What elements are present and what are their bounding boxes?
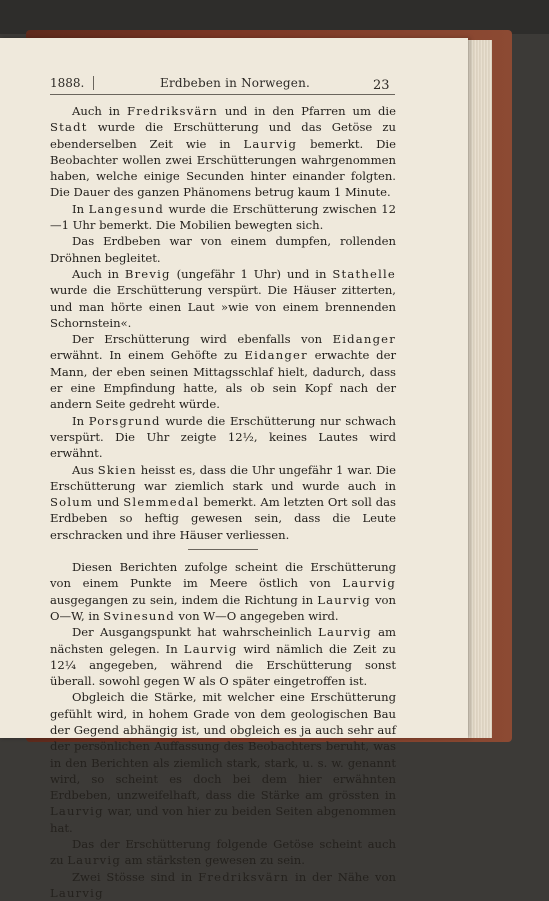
spaced-place-name: Laurvig	[183, 641, 238, 656]
paragraph	[50, 413, 396, 462]
page-number: 23	[373, 78, 390, 93]
spaced-place-name: Laurvig	[243, 136, 298, 151]
text-run: erwachte der Mann, der eben seinen Mittagsschlaf hielt, dadurch, dass er eine Empfindung hatte, als ob sein Kopf nach der andern Seite gedreht würde.	[50, 348, 396, 412]
spaced-place-name: Laurvig	[50, 885, 104, 900]
spaced-place-name: Langesund	[88, 201, 165, 216]
text-run: von O—W, in	[50, 592, 396, 623]
text-run: Aus	[72, 462, 98, 477]
paragraph	[50, 331, 396, 412]
text-run: heisst es, dass die Uhr ungefähr 1 war. Die Erschütterung war ziemlich stark und wurde auch in	[50, 462, 396, 493]
text-run: von W—O angegeben wird.	[174, 608, 339, 623]
text-run: Der Erschütterung wird ebenfalls von	[72, 332, 333, 347]
text-run: und in den Pfarren um die	[217, 104, 396, 118]
text-run: (ungefähr 1 Uhr) und in	[170, 266, 333, 281]
spaced-place-name: Porsgrund	[88, 413, 161, 428]
text-run: In	[72, 201, 89, 216]
spaced-place-name: Solum	[50, 495, 94, 510]
paragraph	[50, 689, 396, 836]
scan-background	[0, 0, 549, 34]
text-run: Auch in	[72, 104, 127, 118]
text-run: war, und von hier zu beiden Seiten abgenommen hat.	[50, 804, 396, 835]
page-body	[50, 103, 396, 901]
spaced-place-name: Laurvig	[318, 625, 372, 640]
text-run: In	[72, 413, 89, 428]
spaced-place-name: Laurvig	[317, 592, 371, 607]
spaced-place-name: Fredriksvärn	[198, 869, 290, 884]
text-run: Obgleich die Stärke, mit welcher eine Erschütterung gefühlt wird, in hohem Grade von dem geologischen Bau der Gegend abhängig ist, und obgleich es ja auch sehr auf der persönlichen Auffassung des Beobachters beruht, was in den Berichten als ziemlich stark, stark, u. s. w. genannt wird, so scheint es doch bei dem hier erwähnten Erdbeben, unzweifelhaft, dass die Stärke am grössten in	[50, 690, 396, 803]
header-year: 1888.	[50, 76, 85, 90]
spaced-place-name: Svinesund	[103, 608, 175, 623]
text-run: wird nämlich die Zeit zu 12¼ angegeben, während die Erschütterung sonst überall. sowohl gegen W als O später eingetroffen ist.	[50, 641, 396, 689]
paragraph	[50, 233, 396, 266]
text-run: wurde die Erschütterung verspürt. Die Häuser zitterten, und man hörte einen Laut »wie von einem brennenden Schornstein«.	[50, 283, 396, 330]
spaced-place-name: Slemmedal	[123, 495, 200, 510]
text-run: Das Erdbeben war von einem dumpfen, rollenden Dröhnen begleitet.	[50, 234, 396, 265]
text-run: am nächsten gelegen. In	[50, 625, 396, 656]
paragraph	[50, 624, 396, 689]
text-run: wurde die Erschütterung nur schwach verspürt. Die Uhr zeigte 12½, keines Lautes wird erwähnt.	[50, 413, 396, 461]
text-run: ausgegangen zu sein, indem die Richtung in	[50, 592, 318, 607]
text-run: bemerkt. Am letzten Ort soll das Erdbeben so heftig gewesen sein, dass die Leute erschracken und ihre Häuser verliessen.	[50, 495, 396, 542]
spaced-place-name: Stadt	[50, 120, 88, 135]
spaced-place-name: Eidanger	[332, 332, 396, 347]
text-run: wurde die Erschütterung zwischen 12—1 Uhr bemerkt. Die Mobilien bewegten sich.	[50, 201, 396, 233]
paragraph	[50, 266, 396, 331]
text-run: in der Nähe von	[289, 869, 397, 884]
header-separator	[93, 76, 94, 90]
paragraph	[50, 462, 396, 543]
text-run: am stärksten gewesen zu sein.	[120, 853, 305, 868]
text-run: Das der Erschütterung folgende Getöse scheint auch zu	[50, 837, 396, 868]
text-run: wurde die Erschütterung und das Getöse zu ebenderselben Zeit wie in	[50, 120, 396, 151]
paragraph	[50, 103, 396, 201]
header-rule	[50, 94, 395, 95]
section-rule	[188, 549, 258, 550]
spaced-place-name: Laurvig	[67, 853, 121, 868]
text-run: Zwei Stösse sind in	[72, 869, 199, 884]
spaced-place-name: Eidanger	[244, 348, 308, 363]
text-run: erwähnt. In einem Gehöfte zu	[50, 348, 245, 363]
paragraph	[50, 559, 396, 624]
text-run: und	[93, 495, 124, 510]
spaced-place-name: Brevig	[124, 266, 171, 281]
spaced-place-name: Laurvig	[50, 804, 104, 819]
spaced-place-name: Fredriksvärn	[126, 104, 218, 118]
paragraph	[50, 836, 396, 869]
spaced-place-name: Stathelle	[332, 266, 396, 281]
paragraph	[50, 201, 396, 234]
text-run: Auch in	[72, 266, 125, 281]
header-title: Erdbeben in Norwegen.	[160, 76, 311, 90]
text-run: bemerkt. Die Beobachter wollen zwei Erschütterungen wahrgenommen haben, welche einige Secunden hinter einander folgten. Die Dauer des ganzen Phänomens betrug kaum 1 Minute.	[50, 136, 396, 200]
spaced-place-name: Skien	[97, 462, 137, 477]
text-run: Der Ausgangspunkt hat wahrscheinlich	[72, 625, 319, 640]
running-header	[50, 76, 395, 92]
paragraph	[50, 869, 396, 901]
spaced-place-name: Laurvig	[342, 576, 396, 591]
text-run: Diesen Berichten zufolge scheint die Erschütterung von einem Punkte im Meere östlich von	[50, 560, 396, 591]
